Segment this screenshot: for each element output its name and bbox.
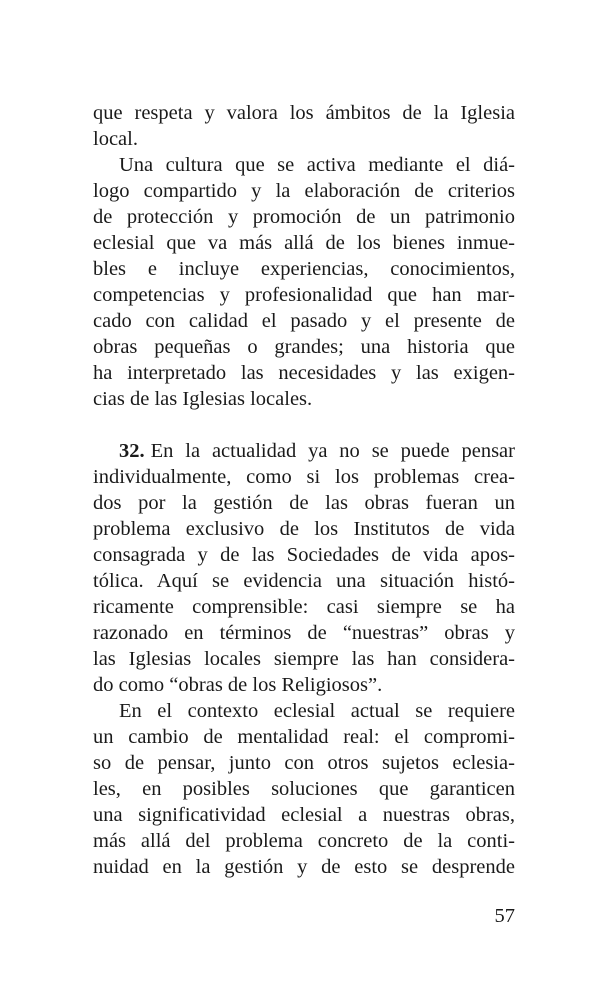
text-line: obras pequeñas o grandes; una historia que [93, 336, 515, 358]
text-line: dos por la gestión de las obras fueran un [93, 492, 515, 514]
text-line: ricamente comprensible: casi siempre se ha [93, 596, 515, 618]
text-line: tólica. Aquí se evidencia una situación histó- [93, 570, 515, 592]
text-line: do como “obras de los Religiosos”. [93, 674, 383, 696]
text-line: En la actualidad ya no se puede pensar [150, 440, 515, 462]
text-line: más allá del problema concreto de la conti- [93, 830, 515, 852]
section-first-line [119, 438, 515, 464]
text-line: logo compartido y la elaboración de criterios [93, 180, 515, 202]
text-line: problema exclusivo de los Institutos de vida [93, 518, 515, 540]
page-number: 57 [494, 905, 515, 927]
text-line: so de pensar, junto con otros sujetos eclesia- [93, 752, 515, 774]
text-line: cado con calidad el pasado y el presente de [93, 310, 515, 332]
text-line: local. [93, 128, 138, 150]
text-line: que respeta y valora los ámbitos de la Iglesia [93, 102, 515, 124]
text-line: las Iglesias locales siempre las han considera- [93, 648, 515, 670]
text-line: En el contexto eclesial actual se requiere [119, 700, 515, 722]
text-line: razonado en términos de “nuestras” obras y [93, 622, 515, 644]
text-line: competencias y profesionalidad que han mar- [93, 284, 515, 306]
text-line: ha interpretado las necesidades y las exigen- [93, 362, 515, 384]
text-line: de protección y promoción de un patrimonio [93, 206, 515, 228]
text-line: Una cultura que se activa mediante el diá- [119, 154, 515, 176]
text-line: un cambio de mentalidad real: el compromi- [93, 726, 515, 748]
text-line: una significatividad eclesial a nuestras obras, [93, 804, 515, 826]
text-line: bles e incluye experiencias, conocimientos, [93, 258, 515, 280]
text-line: eclesial que va más allá de los bienes inmue- [93, 232, 515, 254]
text-line: cias de las Iglesias locales. [93, 388, 313, 410]
text-line: individualmente, como si los problemas crea- [93, 466, 515, 488]
section-number: 32. [119, 440, 145, 462]
text-line: consagrada y de las Sociedades de vida apos- [93, 544, 515, 566]
text-line: les, en posibles soluciones que garanticen [93, 778, 515, 800]
text-line: nuidad en la gestión y de esto se desprende [93, 856, 515, 878]
